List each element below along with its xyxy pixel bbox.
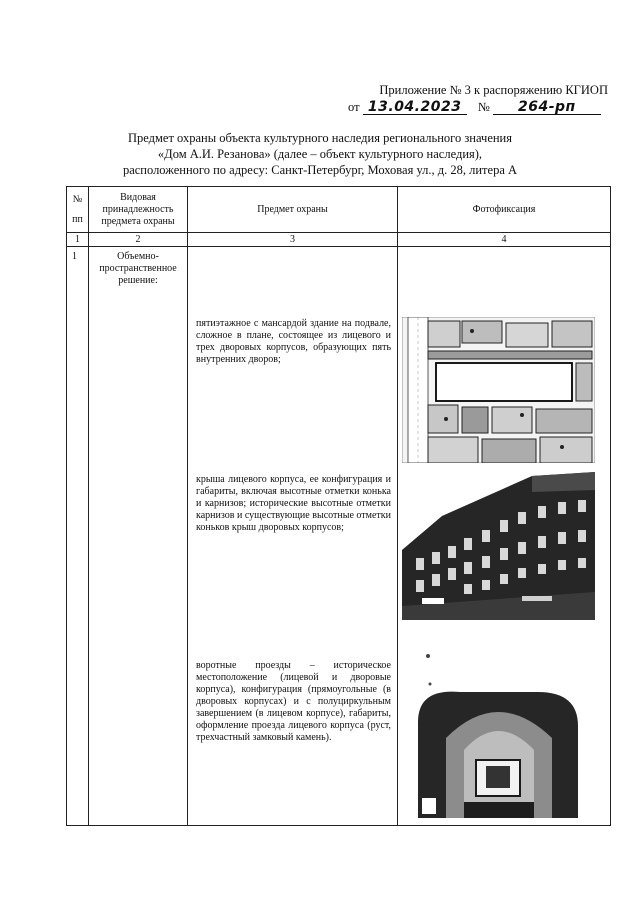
facade-photo-image — [402, 472, 595, 620]
protection-table — [66, 186, 611, 826]
subject-item-2: крыша лицевого корпуса, ее конфигурация и габариты, включая высотные отметки конька и карнизов; исторические высотные отметки карнизов и существующие высотные отметки коньков крыш дворовых корпусов; — [196, 474, 391, 533]
row-type: Объемно-пространственное решение: — [89, 247, 188, 826]
title-line-2: «Дом А.И. Резанова» (далее – объект культурного наследия), — [157, 147, 483, 161]
order-number: 264-рп — [518, 99, 576, 115]
header-type: Видовая принадлежность предмета охраны — [89, 187, 188, 233]
order-date-line — [348, 99, 608, 115]
col-num-2: 2 — [89, 233, 188, 247]
table-row — [67, 247, 611, 826]
title-line-3: расположенного по адресу: Санкт-Петербург, Моховая ул., д. 28, литера А — [122, 163, 518, 177]
col-num-3: 3 — [188, 233, 398, 247]
map-fragment-image — [402, 317, 595, 463]
subject-cell — [188, 247, 398, 826]
photo-cell — [398, 247, 611, 826]
header-photo: Фотофиксация — [398, 187, 611, 233]
appendix-block — [348, 82, 608, 115]
subject-item-3: воротные проезды – историческое местоположение (лицевой и дворовые корпуса), конфигурация (прямоугольные (в дворовых корпусах) и с полуциркульным завершением (в лицевом корпусе), габариты, оформление проезда лицевого корпуса (руст, трехчастный замковый камень). — [196, 660, 391, 743]
col-num-1: 1 — [67, 233, 89, 247]
document-title — [60, 130, 580, 178]
header-subject: Предмет охраны — [188, 187, 398, 233]
header-num: № пп — [67, 187, 89, 233]
date-prefix: от — [348, 100, 360, 114]
column-number-row — [67, 233, 611, 247]
col-num-4: 4 — [398, 233, 611, 247]
row-number: 1 — [67, 247, 89, 826]
table-header-row — [67, 187, 611, 233]
order-date: 13.04.2023 — [367, 99, 462, 115]
arch-photo-image — [402, 652, 595, 818]
subject-item-1: пятиэтажное с мансардой здание на подвале, сложное в плане, состоящее из лицевого и трех дворовых корпусов, образующих пять внутренних дворов; — [196, 318, 391, 365]
number-prefix: № — [477, 100, 490, 114]
title-line-1: Предмет охраны объекта культурного наследия регионального значения — [127, 131, 512, 145]
appendix-line: Приложение № 3 к распоряжению КГИОП — [379, 83, 608, 97]
